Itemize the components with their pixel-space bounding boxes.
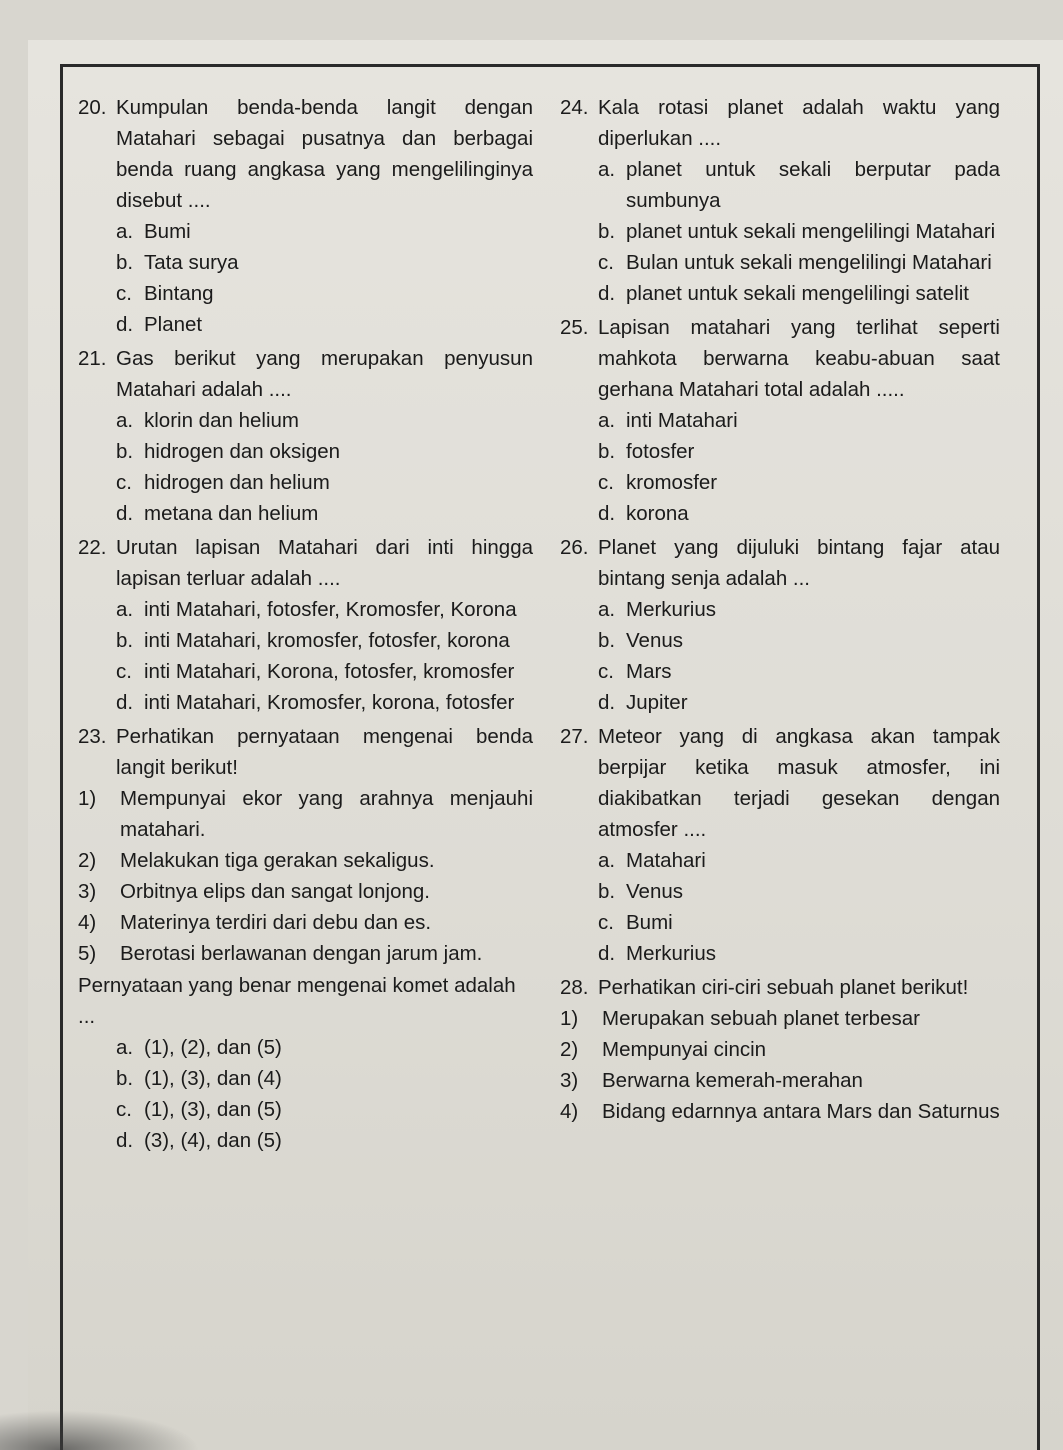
option-text: kromosfer (626, 471, 718, 494)
question-stem (78, 532, 533, 594)
option-list (116, 594, 533, 718)
option-b (598, 216, 1000, 247)
statement-list (560, 1003, 1000, 1127)
statement-item (560, 1065, 1000, 1096)
option-text: inti Matahari, Kromosfer, korona, fotosfer (144, 691, 515, 714)
option-letter: b. (598, 440, 616, 463)
option-letter: a. (598, 849, 616, 872)
statement-item (78, 938, 533, 969)
option-letter: d. (598, 691, 616, 714)
option-letter: c. (598, 911, 614, 934)
question-24 (560, 92, 1000, 309)
option-a (598, 845, 1000, 876)
question-stem (560, 312, 1000, 405)
option-a (116, 1032, 533, 1063)
question-stem (560, 92, 1000, 154)
statement-text: Berotasi berlawanan dengan jarum jam. (120, 942, 483, 965)
option-a (598, 154, 1000, 216)
option-text: Mars (626, 660, 672, 683)
option-b (116, 247, 533, 278)
question-number: 25. (560, 316, 589, 339)
option-text: Bumi (144, 220, 191, 243)
option-text: Bulan untuk sekali mengelilingi Matahari (626, 251, 992, 274)
option-c (116, 1094, 533, 1125)
option-text: Merkurius (626, 942, 716, 965)
statement-number: 3) (560, 1069, 579, 1092)
option-letter: b. (116, 251, 134, 274)
option-text: metana dan helium (144, 502, 319, 525)
statement-text: Orbitnya elips dan sangat lonjong. (120, 880, 430, 903)
option-letter: c. (116, 1098, 132, 1121)
option-text: Venus (626, 880, 683, 903)
option-b (116, 436, 533, 467)
option-letter: a. (116, 1036, 134, 1059)
option-letter: d. (116, 313, 134, 336)
option-d (116, 498, 533, 529)
option-c (598, 467, 1000, 498)
question-text: Urutan lapisan Matahari dari inti hingga lapisan terluar adalah .... (116, 536, 533, 590)
option-list (116, 216, 533, 340)
option-b (598, 625, 1000, 656)
question-23 (78, 721, 533, 1156)
question-text: Perhatikan pernyataan mengenai benda langit berikut! (116, 725, 533, 779)
option-b (598, 436, 1000, 467)
statement-number: 2) (78, 849, 97, 872)
option-text: planet untuk sekali mengelilingi satelit (626, 282, 970, 305)
option-c (598, 907, 1000, 938)
option-letter: c. (598, 660, 614, 683)
option-b (116, 625, 533, 656)
option-d (598, 278, 1000, 309)
question-number: 27. (560, 725, 589, 748)
question-number: 28. (560, 976, 589, 999)
option-list (598, 405, 1000, 529)
option-letter: d. (116, 1129, 134, 1152)
option-d (116, 687, 533, 718)
option-b (116, 1063, 533, 1094)
statement-text: Mempunyai ekor yang arahnya menjauhi matahari. (120, 787, 533, 841)
statement-item (78, 783, 533, 845)
option-text: (3), (4), dan (5) (144, 1129, 282, 1152)
statement-item (560, 1034, 1000, 1065)
option-list (598, 594, 1000, 718)
right-column (560, 92, 1000, 1130)
option-c (116, 467, 533, 498)
question-number: 26. (560, 536, 589, 559)
option-c (116, 656, 533, 687)
question-text: Gas berikut yang merupakan penyusun Matahari adalah .... (116, 347, 533, 401)
option-c (116, 278, 533, 309)
question-27 (560, 721, 1000, 969)
option-letter: c. (598, 471, 614, 494)
option-letter: c. (116, 471, 132, 494)
option-letter: b. (598, 220, 616, 243)
option-letter: a. (116, 598, 134, 621)
option-text: (1), (3), dan (5) (144, 1098, 282, 1121)
option-d (598, 687, 1000, 718)
option-letter: d. (116, 691, 134, 714)
option-text: (1), (3), dan (4) (144, 1067, 282, 1090)
question-number: 22. (78, 536, 107, 559)
corner-shadow (0, 1410, 200, 1450)
question-stem (78, 343, 533, 405)
option-list (116, 405, 533, 529)
question-text: Lapisan matahari yang terlihat seperti mahkota berwarna keabu-abuan saat gerhana Matahari total adalah ..... (598, 316, 1000, 401)
question-prompt: Pernyataan yang benar mengenai komet adalah ... (78, 974, 516, 1028)
statement-list (78, 783, 533, 969)
question-stem (78, 92, 533, 216)
question-28 (560, 972, 1000, 1127)
statement-item (78, 876, 533, 907)
option-text: Bumi (626, 911, 673, 934)
left-column (78, 92, 533, 1159)
question-stem (78, 721, 533, 783)
option-letter: c. (116, 660, 132, 683)
option-text: Planet (144, 313, 203, 336)
question-number: 20. (78, 96, 107, 119)
option-letter: b. (116, 1067, 134, 1090)
statement-text: Bidang edarnnya antara Mars dan Saturnus (602, 1100, 1000, 1123)
statement-item (78, 845, 533, 876)
option-d (598, 498, 1000, 529)
option-letter: d. (116, 502, 134, 525)
option-text: inti Matahari, fotosfer, Kromosfer, Korona (144, 598, 517, 621)
option-letter: d. (598, 502, 616, 525)
question-22 (78, 532, 533, 718)
option-text: klorin dan helium (144, 409, 299, 432)
statement-text: Melakukan tiga gerakan sekaligus. (120, 849, 435, 872)
option-text: Tata surya (144, 251, 239, 274)
option-d (116, 1125, 533, 1156)
option-letter: b. (116, 629, 134, 652)
option-letter: a. (598, 598, 616, 621)
statement-text: Materinya terdiri dari debu dan es. (120, 911, 432, 934)
option-letter: b. (116, 440, 134, 463)
option-text: hidrogen dan helium (144, 471, 330, 494)
option-text: Merkurius (626, 598, 716, 621)
option-text: Bintang (144, 282, 214, 305)
option-letter: c. (598, 251, 614, 274)
option-a (116, 594, 533, 625)
statement-text: Mempunyai cincin (602, 1038, 767, 1061)
question-stem (560, 972, 1000, 1003)
statement-number: 3) (78, 880, 97, 903)
question-number: 23. (78, 725, 107, 748)
statement-item (560, 1096, 1000, 1127)
option-letter: b. (598, 629, 616, 652)
option-c (598, 247, 1000, 278)
option-letter: a. (598, 158, 616, 181)
option-text: planet untuk sekali berputar pada sumbunya (626, 158, 1000, 212)
option-letter: a. (116, 409, 134, 432)
question-text: Kumpulan benda-benda langit dengan Matahari sebagai pusatnya dan berbagai benda ruang angkasa yang mengelilinginya disebut .... (116, 96, 533, 212)
option-text: Jupiter (626, 691, 688, 714)
option-list (598, 845, 1000, 969)
option-a (598, 405, 1000, 436)
option-d (116, 309, 533, 340)
option-text: hidrogen dan oksigen (144, 440, 341, 463)
option-letter: d. (598, 282, 616, 305)
option-list (116, 1032, 533, 1156)
statement-text: Berwarna kemerah-merahan (602, 1069, 863, 1092)
question-number: 24. (560, 96, 589, 119)
statement-item (560, 1003, 1000, 1034)
question-stem (560, 721, 1000, 845)
option-c (598, 656, 1000, 687)
option-a (116, 405, 533, 436)
option-text: inti Matahari (626, 409, 738, 432)
statement-number: 4) (78, 911, 97, 934)
option-text: Matahari (626, 849, 706, 872)
option-letter: b. (598, 880, 616, 903)
question-text: Planet yang dijuluki bintang fajar atau bintang senja adalah ... (598, 536, 1000, 590)
statement-number: 4) (560, 1100, 579, 1123)
question-21 (78, 343, 533, 529)
option-text: Venus (626, 629, 683, 652)
question-number: 21. (78, 347, 107, 370)
question-25 (560, 312, 1000, 529)
statement-item (78, 907, 533, 938)
option-text: fotosfer (626, 440, 695, 463)
option-a (116, 216, 533, 247)
option-letter: a. (116, 220, 134, 243)
option-text: planet untuk sekali mengelilingi Matahari (626, 220, 996, 243)
statement-number: 1) (78, 787, 97, 810)
statement-text: Merupakan sebuah planet terbesar (602, 1007, 920, 1030)
question-text: Meteor yang di angkasa akan tampak berpijar ketika masuk atmosfer, ini diakibatkan terjadi gesekan dengan atmosfer .... (598, 725, 1000, 841)
option-text: inti Matahari, kromosfer, fotosfer, korona (144, 629, 510, 652)
statement-number: 2) (560, 1038, 579, 1061)
question-text: Perhatikan ciri-ciri sebuah planet berikut! (598, 976, 969, 999)
question-stem (560, 532, 1000, 594)
statement-number: 1) (560, 1007, 579, 1030)
option-d (598, 938, 1000, 969)
question-20 (78, 92, 533, 340)
option-a (598, 594, 1000, 625)
option-text: inti Matahari, Korona, fotosfer, kromosfer (144, 660, 515, 683)
option-list (598, 154, 1000, 309)
option-text: (1), (2), dan (5) (144, 1036, 282, 1059)
option-text: korona (626, 502, 689, 525)
statement-number: 5) (78, 942, 97, 965)
option-letter: c. (116, 282, 132, 305)
option-letter: a. (598, 409, 616, 432)
question-text: Kala rotasi planet adalah waktu yang diperlukan .... (598, 96, 1000, 150)
option-b (598, 876, 1000, 907)
option-letter: d. (598, 942, 616, 965)
question-26 (560, 532, 1000, 718)
